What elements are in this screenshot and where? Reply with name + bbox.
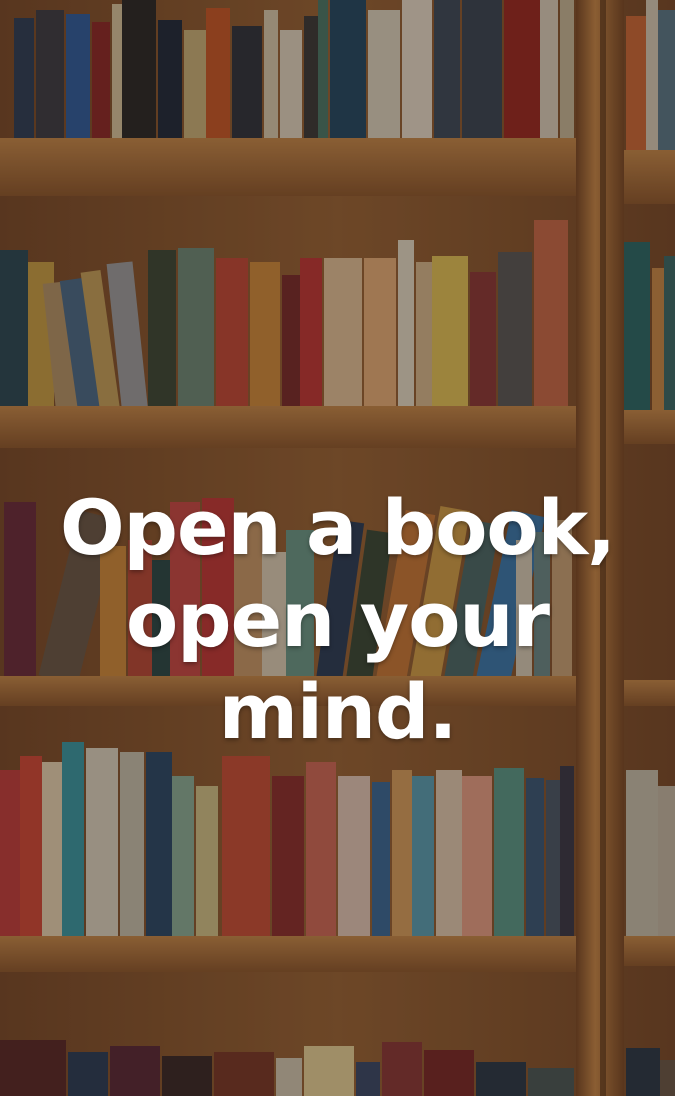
quote-line-3: mind. — [218, 667, 457, 756]
quote-text — [0, 482, 675, 758]
quote-line-2: open your — [125, 575, 550, 664]
quote-line-1: Open a book, — [59, 483, 616, 572]
